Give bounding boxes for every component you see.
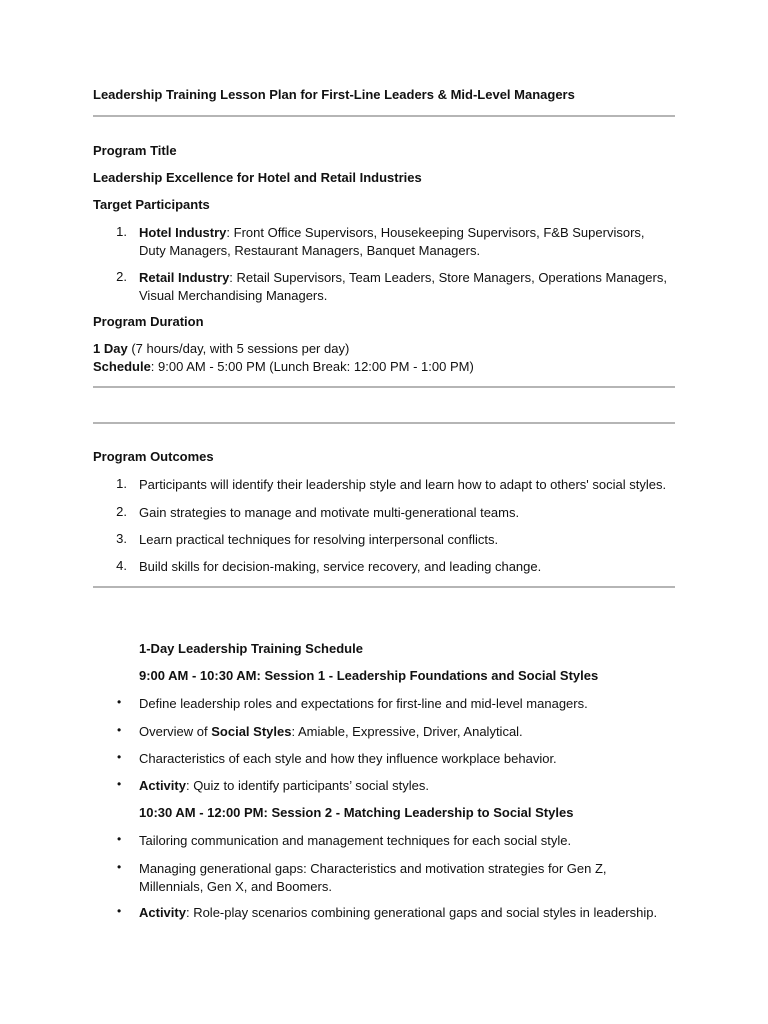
program-outcomes-heading: Program Outcomes bbox=[93, 449, 214, 464]
duration-text: (7 hours/day, with 5 sessions per day) bbox=[127, 341, 350, 356]
document-title: Leadership Training Lesson Plan for First-Line Leaders & Mid-Level Managers bbox=[93, 87, 575, 102]
bullet-icon: • bbox=[117, 860, 122, 874]
list-item bbox=[93, 269, 675, 309]
bullet-bold-text: Activity bbox=[139, 778, 186, 793]
bullet-icon: • bbox=[117, 750, 122, 764]
outcome-text: Learn practical techniques for resolving interpersonal conflicts. bbox=[139, 532, 499, 547]
bullet-bold-text: Social Styles bbox=[211, 724, 292, 739]
divider bbox=[93, 115, 675, 117]
list-item bbox=[93, 860, 675, 900]
schedule-label: Schedule bbox=[93, 359, 151, 374]
list-item bbox=[93, 558, 675, 578]
list-item bbox=[93, 695, 675, 715]
program-title-heading: Program Title bbox=[93, 143, 177, 158]
program-duration-heading: Program Duration bbox=[93, 314, 204, 329]
industry-label: Hotel Industry bbox=[139, 225, 227, 240]
list-item bbox=[93, 777, 675, 797]
bullet-text: Managing generational gaps: Characteristics and motivation strategies for Gen Z, Millennials, Gen X, and Boomers. bbox=[139, 861, 607, 894]
divider bbox=[93, 586, 675, 588]
duration-line bbox=[93, 341, 349, 356]
bullet-text: Define leadership roles and expectations for first-line and mid-level managers. bbox=[139, 696, 588, 711]
divider bbox=[93, 422, 675, 424]
schedule-heading: 1-Day Leadership Training Schedule bbox=[139, 641, 363, 656]
bullet-icon: • bbox=[117, 777, 122, 791]
bullet-icon: • bbox=[117, 832, 122, 846]
session-1-title: 9:00 AM - 10:30 AM: Session 1 - Leadership Foundations and Social Styles bbox=[139, 668, 599, 683]
schedule-line bbox=[93, 359, 474, 374]
bullet-text: : Amiable, Expressive, Driver, Analytical. bbox=[291, 724, 523, 739]
list-number: 4. bbox=[116, 558, 127, 573]
list-item bbox=[93, 750, 675, 770]
divider bbox=[93, 386, 675, 388]
bullet-icon: • bbox=[117, 695, 122, 709]
duration-label: 1 Day bbox=[93, 341, 128, 356]
target-participants-heading: Target Participants bbox=[93, 197, 210, 212]
bullet-text: : Quiz to identify participants’ social styles. bbox=[185, 778, 429, 793]
outcome-text: Participants will identify their leadership style and learn how to adapt to others' social styles. bbox=[139, 477, 667, 492]
list-number: 2. bbox=[116, 269, 127, 284]
industry-roles: : Retail Supervisors, Team Leaders, Store Managers, Operations Managers, Visual Merchandising Managers. bbox=[139, 270, 667, 303]
bullet-text: Overview of bbox=[139, 724, 212, 739]
list-item bbox=[93, 531, 675, 551]
bullet-bold-text: Activity bbox=[139, 905, 186, 920]
bullet-text: : Role-play scenarios combining generational gaps and social styles in leadership. bbox=[185, 905, 658, 920]
bullet-icon: • bbox=[117, 723, 122, 737]
session-2-title: 10:30 AM - 12:00 PM: Session 2 - Matching Leadership to Social Styles bbox=[139, 805, 574, 820]
list-number: 1. bbox=[116, 224, 127, 239]
list-number: 1. bbox=[116, 476, 127, 491]
outcome-text: Build skills for decision-making, service recovery, and leading change. bbox=[139, 559, 542, 574]
list-number: 2. bbox=[116, 504, 127, 519]
industry-roles: : Front Office Supervisors, Housekeeping Supervisors, F&B Supervisors, Duty Managers, Restaurant Managers, Banquet Managers. bbox=[139, 225, 645, 258]
schedule-text: : 9:00 AM - 5:00 PM (Lunch Break: 12:00 PM - 1:00 PM) bbox=[150, 359, 474, 374]
list-number: 3. bbox=[116, 531, 127, 546]
list-item bbox=[93, 904, 675, 924]
bullet-text: Tailoring communication and management techniques for each social style. bbox=[139, 833, 572, 848]
outcome-text: Gain strategies to manage and motivate multi-generational teams. bbox=[139, 505, 520, 520]
list-item bbox=[93, 504, 675, 524]
list-item bbox=[93, 723, 675, 743]
program-title-value: Leadership Excellence for Hotel and Retail Industries bbox=[93, 170, 422, 185]
list-item bbox=[93, 476, 675, 496]
list-item bbox=[93, 832, 675, 852]
bullet-icon: • bbox=[117, 904, 122, 918]
industry-label: Retail Industry bbox=[139, 270, 230, 285]
bullet-text: Characteristics of each style and how they influence workplace behavior. bbox=[139, 751, 557, 766]
list-item bbox=[93, 224, 675, 264]
